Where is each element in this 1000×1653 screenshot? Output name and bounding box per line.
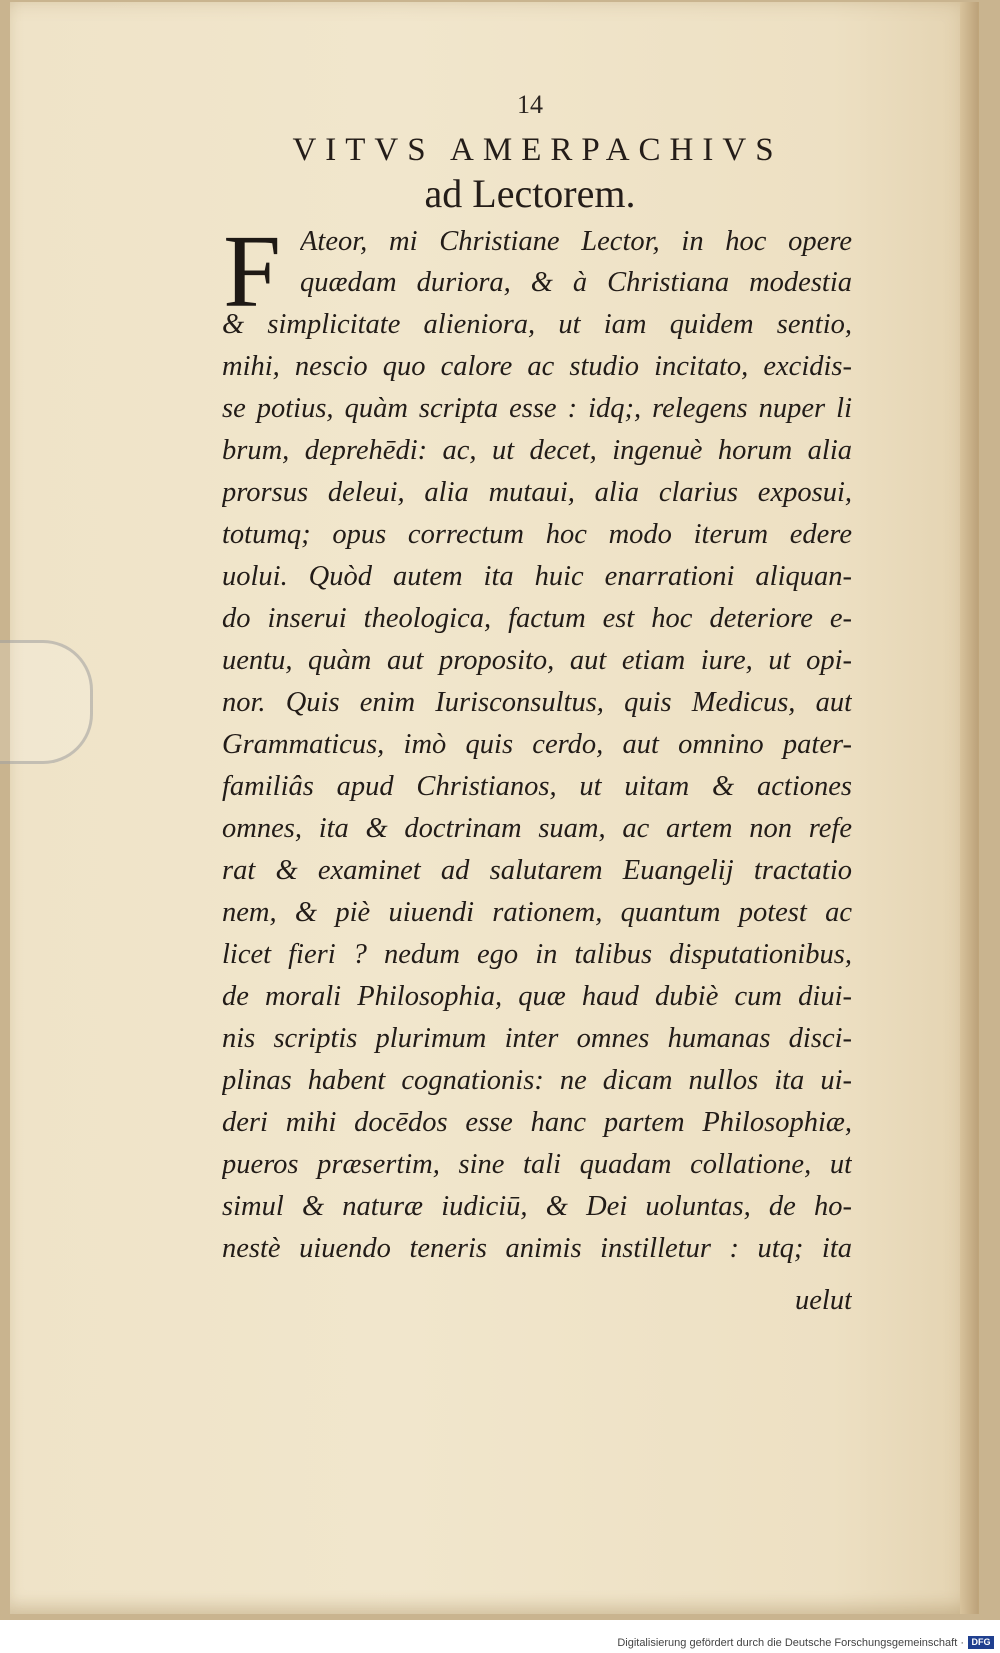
dfg-logo: DFG: [968, 1636, 994, 1649]
page-clip: [0, 640, 93, 764]
text-line: nor. Quis enim Iurisconsultus, quis Medicus, aut: [222, 687, 852, 718]
text-line: nis scriptis plurimum inter omnes humanas disci-: [222, 1023, 852, 1054]
drop-cap: F: [223, 214, 281, 329]
text-line: deri mihi docēdos esse hanc partem Philosophiæ,: [222, 1107, 852, 1138]
text-line: simul & naturæ iudiciū, & Dei uoluntas, de ho-: [222, 1191, 852, 1222]
text-line: omnes, ita & doctrinam suam, ac artem non refe: [222, 813, 852, 844]
text-line: brum, deprehēdi: ac, ut decet, ingenuè horum alia: [222, 435, 852, 466]
text-line: prorsus deleui, alia mutaui, alia clarius exposui,: [222, 477, 852, 508]
catchword: uelut: [795, 1285, 852, 1316]
heading-subtitle: ad Lectorem.: [424, 171, 636, 216]
text-line: do inserui theologica, factum est hoc deteriore e-: [222, 603, 852, 634]
text-line: plinas habent cognationis: ne dicam nullos ita ui-: [222, 1065, 852, 1096]
heading-author: VITVS AMERPACHIVS: [292, 132, 783, 168]
text-line: Grammaticus, imò quis cerdo, aut omnino pater-: [222, 729, 852, 760]
text-line: & simplicitate alieniora, ut iam quidem sentio,: [222, 309, 852, 340]
page-edge: [960, 2, 978, 1614]
text-line: rat & examinet ad salutarem Euangelij tractatio: [222, 855, 852, 886]
text-line: quædam duriora, & à Christiana modestia: [300, 267, 852, 298]
text-line: Ateor, mi Christiane Lector, in hoc opere: [300, 226, 852, 257]
text-line: se potius, quàm scripta esse : idq;, relegens nuper li: [222, 393, 852, 424]
page-number: 14: [517, 90, 543, 119]
text-line: licet fieri ? nedum ego in talibus disputationibus,: [222, 939, 852, 970]
text-line: totumq; opus correctum hoc modo iterum edere: [222, 519, 852, 550]
text-line: familiâs apud Christianos, ut uitam & actiones: [222, 771, 852, 802]
text-line: mihi, nescio quo calore ac studio incitato, excidis-: [222, 351, 852, 382]
text-line: uentu, quàm aut proposito, aut etiam iure, ut opi-: [222, 645, 852, 676]
text-line: nestè uiuendo teneris animis instilletur : utq; ita: [222, 1233, 852, 1264]
funding-note: Digitalisierung gefördert durch die Deutsche Forschungsgemeinschaft ·: [617, 1637, 964, 1649]
text-line: nem, & piè uiuendi rationem, quantum potest ac: [222, 897, 852, 928]
text-line: de morali Philosophia, quæ haud dubiè cum diui-: [222, 981, 852, 1012]
text-line: uolui. Quòd autem ita huic enarrationi aliquan-: [222, 561, 852, 592]
text-line: pueros præsertim, sine tali quadam collatione, ut: [222, 1149, 852, 1180]
